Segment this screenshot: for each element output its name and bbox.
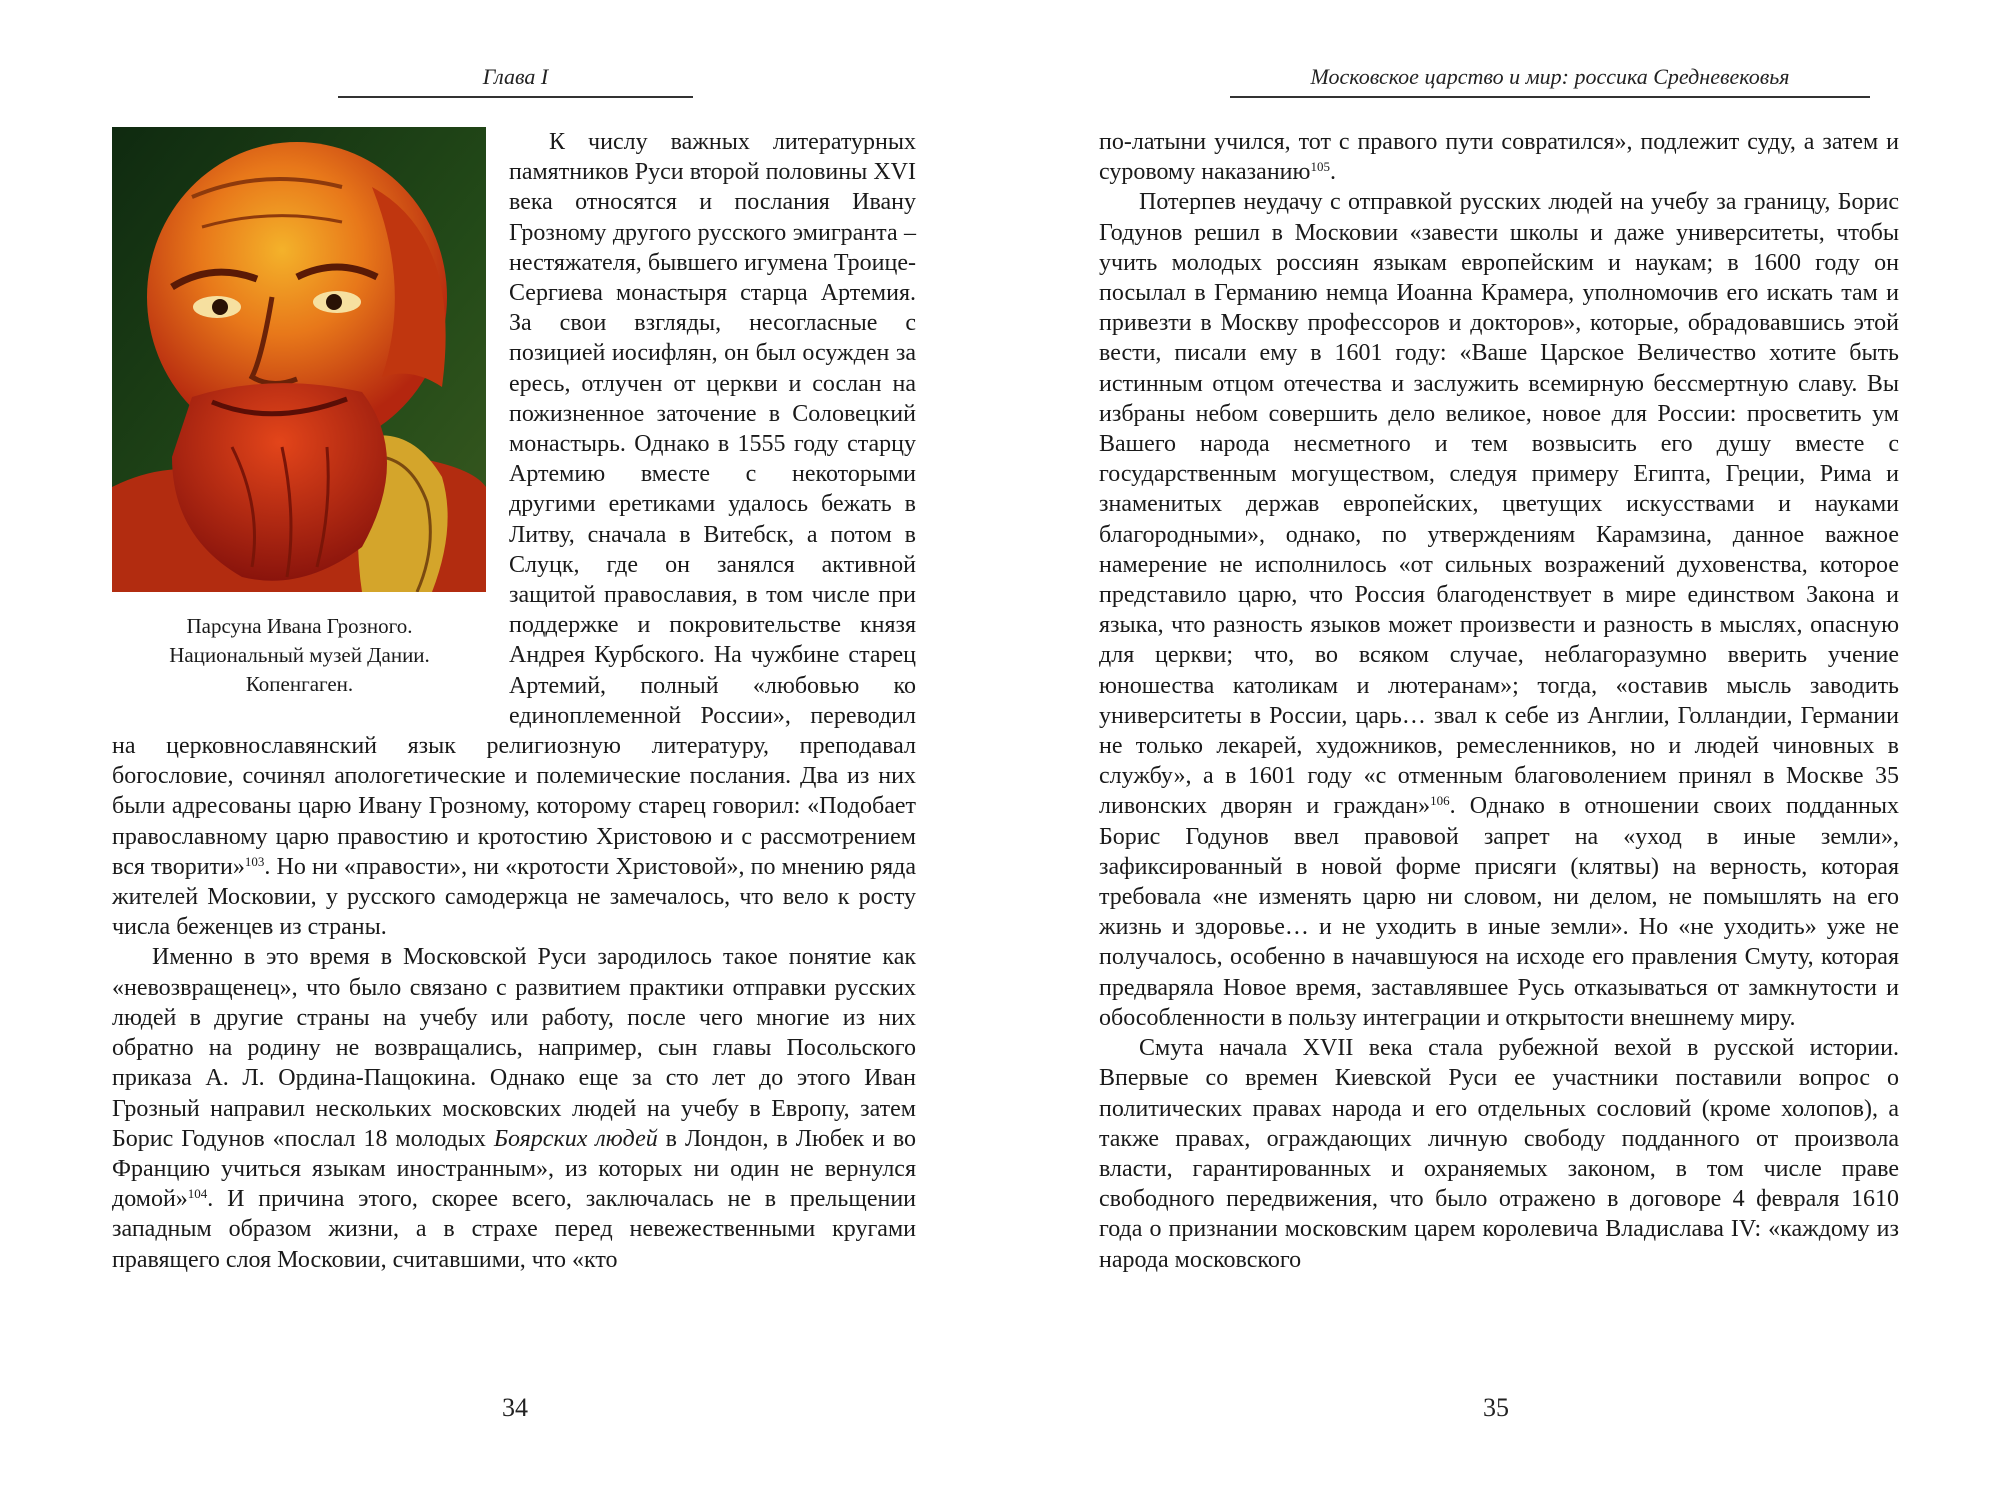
- paragraph-right-2: [1099, 1033, 1899, 1275]
- portrait-image: [112, 127, 486, 592]
- portrait-figure: [112, 127, 487, 699]
- paragraph-right-1: [1099, 187, 1899, 1033]
- right-page: [1000, 0, 2000, 1494]
- page-number-right: 35: [1483, 1393, 1509, 1422]
- footnote-ref-105: 105: [1310, 159, 1330, 175]
- left-body-text: [112, 127, 916, 1275]
- paragraph-left-2-b: в Лондон, в Любек и во Францию учиться языкам иностранным», из которых ни один не вернулся домой»: [112, 1125, 917, 1213]
- paragraph-right-1-text: Потерпев неудачу с отправкой русских людей на учебу за границу, Борис Годунов решил в Московии «завести школы и даже университеты, чтобы учить молодых россиян языкам европейским и наукам; в 1600 году он посылал в Германию немца Иоанна Крамера, уполномочив его искать там и привезти в Москву профессоров и докторов», которые, обрадовавшись этой вести, писали ему в 1601 году: «Ваше Царское Величество хотите быть истинным отцом отечества и заслужить всемирную бессмертную славу. Вы избраны небом совершить дело великое, новое для России: просветить ум Вашего народа несметного и тем возвысить его душу вместе с государственным могуществом, следуя примеру Египта, Греции, Рима и знаменитых держав европейских, цветущих искусствами и науками благородными», однако, по утверждениям Карамзина, данное важное намерение не исполнилось «от сильных возражений духовенства, которое представило царю, что Россия благоденствует в мире единством Закона и языка, что разность языков может произвести и разность в мыслях, опасную для церкви; что, во всяком случае, неблагоразумно вверить учение юношества католикам и лютеранам»; тогда, «оставив мысль заводить университеты в России, царь… звал к себе из Англии, Голландии, Германии не только лекарей, художников, ремесленников, но и людей чиновных в службу», а в 1601 году «с отменным благоволением принял в Москве 35 ливонских дворян и граждан»: [1099, 189, 1899, 820]
- header-rule-right: [1230, 96, 1870, 98]
- running-head-left: Глава I: [482, 64, 549, 89]
- footnote-ref-104: 104: [187, 1186, 208, 1202]
- paragraph-left-2: [112, 942, 916, 1274]
- right-body-text: [1099, 127, 1899, 1275]
- paragraph-right-2-text: Смута начала XVII века стала рубежной вехой в русской истории. Впервые со времен Киевской Руси ее участники поставили вопрос о политических правах народа и его отдельных сословий (кроме холопов), а также правах, ограждающих личную свободу подданного от произвола власти, гарантированных и охраняемых законом, в том числе праве свободного передвижения, что было отражено в договоре 4 февраля 1610 года о признании московским царем королевича Владислава IV: «каждому из народа московского: [1099, 1035, 1899, 1273]
- paragraph-left-2-italic: Боярских людей: [493, 1125, 658, 1152]
- caption-line-3: Копенгаген.: [245, 672, 354, 696]
- page-number-left: 34: [502, 1393, 528, 1422]
- header-rule-left: [338, 96, 693, 98]
- footnote-ref-106: 106: [1430, 793, 1450, 809]
- paragraph-left-2-c: . И причина этого, скорее всего, заключалась не в прельщении западным образом жизни, а в страхе перед невежественными кругами правящего слоя Московии, считавшими, что «кто: [112, 1186, 916, 1273]
- caption-line-2: Национальный музей Дании.: [169, 643, 430, 667]
- running-head-right: Московское царство и мир: россика Средневековья: [1310, 64, 1790, 89]
- paragraph-right-0-text: по-латыни учился, тот с правого пути совратился», подлежит суду, а затем и суровому наказанию: [1099, 129, 1899, 186]
- caption-line-1: Парсуна Ивана Грозного.: [186, 614, 413, 638]
- paragraph-left-2-a: Именно в это время в Московской Руси зародилось такое понятие как «невозвращенец», что было связано с развитием практики отправки русских людей в другие страны на учебу или работу, после чего многие из них обратно на родину не возвращались, например, сын главы Посольского приказа А. Л. Ордина-Пащокина. Однако еще за сто лет до этого Иван Грозный направил нескольких московских людей на учебу в Европу, затем Борис Годунов «послал 18 молодых: [112, 944, 916, 1152]
- paragraph-right-1-tail: . Однако в отношении своих подданных Борис Годунов ввел правовой запрет на «уход в иные земли», зафиксированный в новой форме присяги (клятвы) на верность, которая требовала «не изменять царю ни словом, ни делом, не помышлять на его жизнь и здоровье… и не уходить в иные земли». Но «не уходить» уже не получалось, особенно в начавшуюся на исходе его правления Смуту, которая предваряла Новое время, заставлявшее Русь отказываться от замкнутости и обособленности в пользу интеграции и открытости внешнему миру.: [1099, 793, 1899, 1031]
- figure-caption: [112, 612, 487, 699]
- paragraph-right-0-tail: .: [1329, 159, 1336, 186]
- paragraph-left-1-tail: . Но ни «правости», ни «кротости Христовой», по мнению ряда жителей Московии, у русского самодержца не замечалось, что вело к росту числа беженцев из страны.: [112, 853, 917, 941]
- footnote-ref-103: 103: [244, 853, 265, 869]
- paragraph-right-0: [1099, 127, 1899, 187]
- paragraph-left-1-text: К числу важных литературных памятников Руси второй половины XVI века относятся и послания Ивану Грозному другого русского эмигранта – нестяжателя, бывшего игумена Троице-Сергиева монастыря старца Артемия. За свои взгляды, несогласные с позицией иосифлян, он был осужден за ересь, отлучен от церкви и сослан на пожизненное заточение в Соловецкий монастырь. Однако в 1555 году старцу Артемию вместе с некоторыми другими еретиками удалось бежать в Литву, сначала в Витебск, а потом в Слуцк, где он занялся активной защитой православия, в том числе при поддержке и покровительстве князя Андрея Курбского. На чужбине старец Артемий, полный «любовью ко единоплеменной России», переводил на церковнославянский язык религиозную литературу, преподавал богословие, сочинял апологетические и полемические послания. Два из них были адресованы царю Ивану Грозному, которому старец говорил: «Подобает православному царю правостию и кротостию Христовою и с рассмотрением вся творити»: [112, 129, 916, 880]
